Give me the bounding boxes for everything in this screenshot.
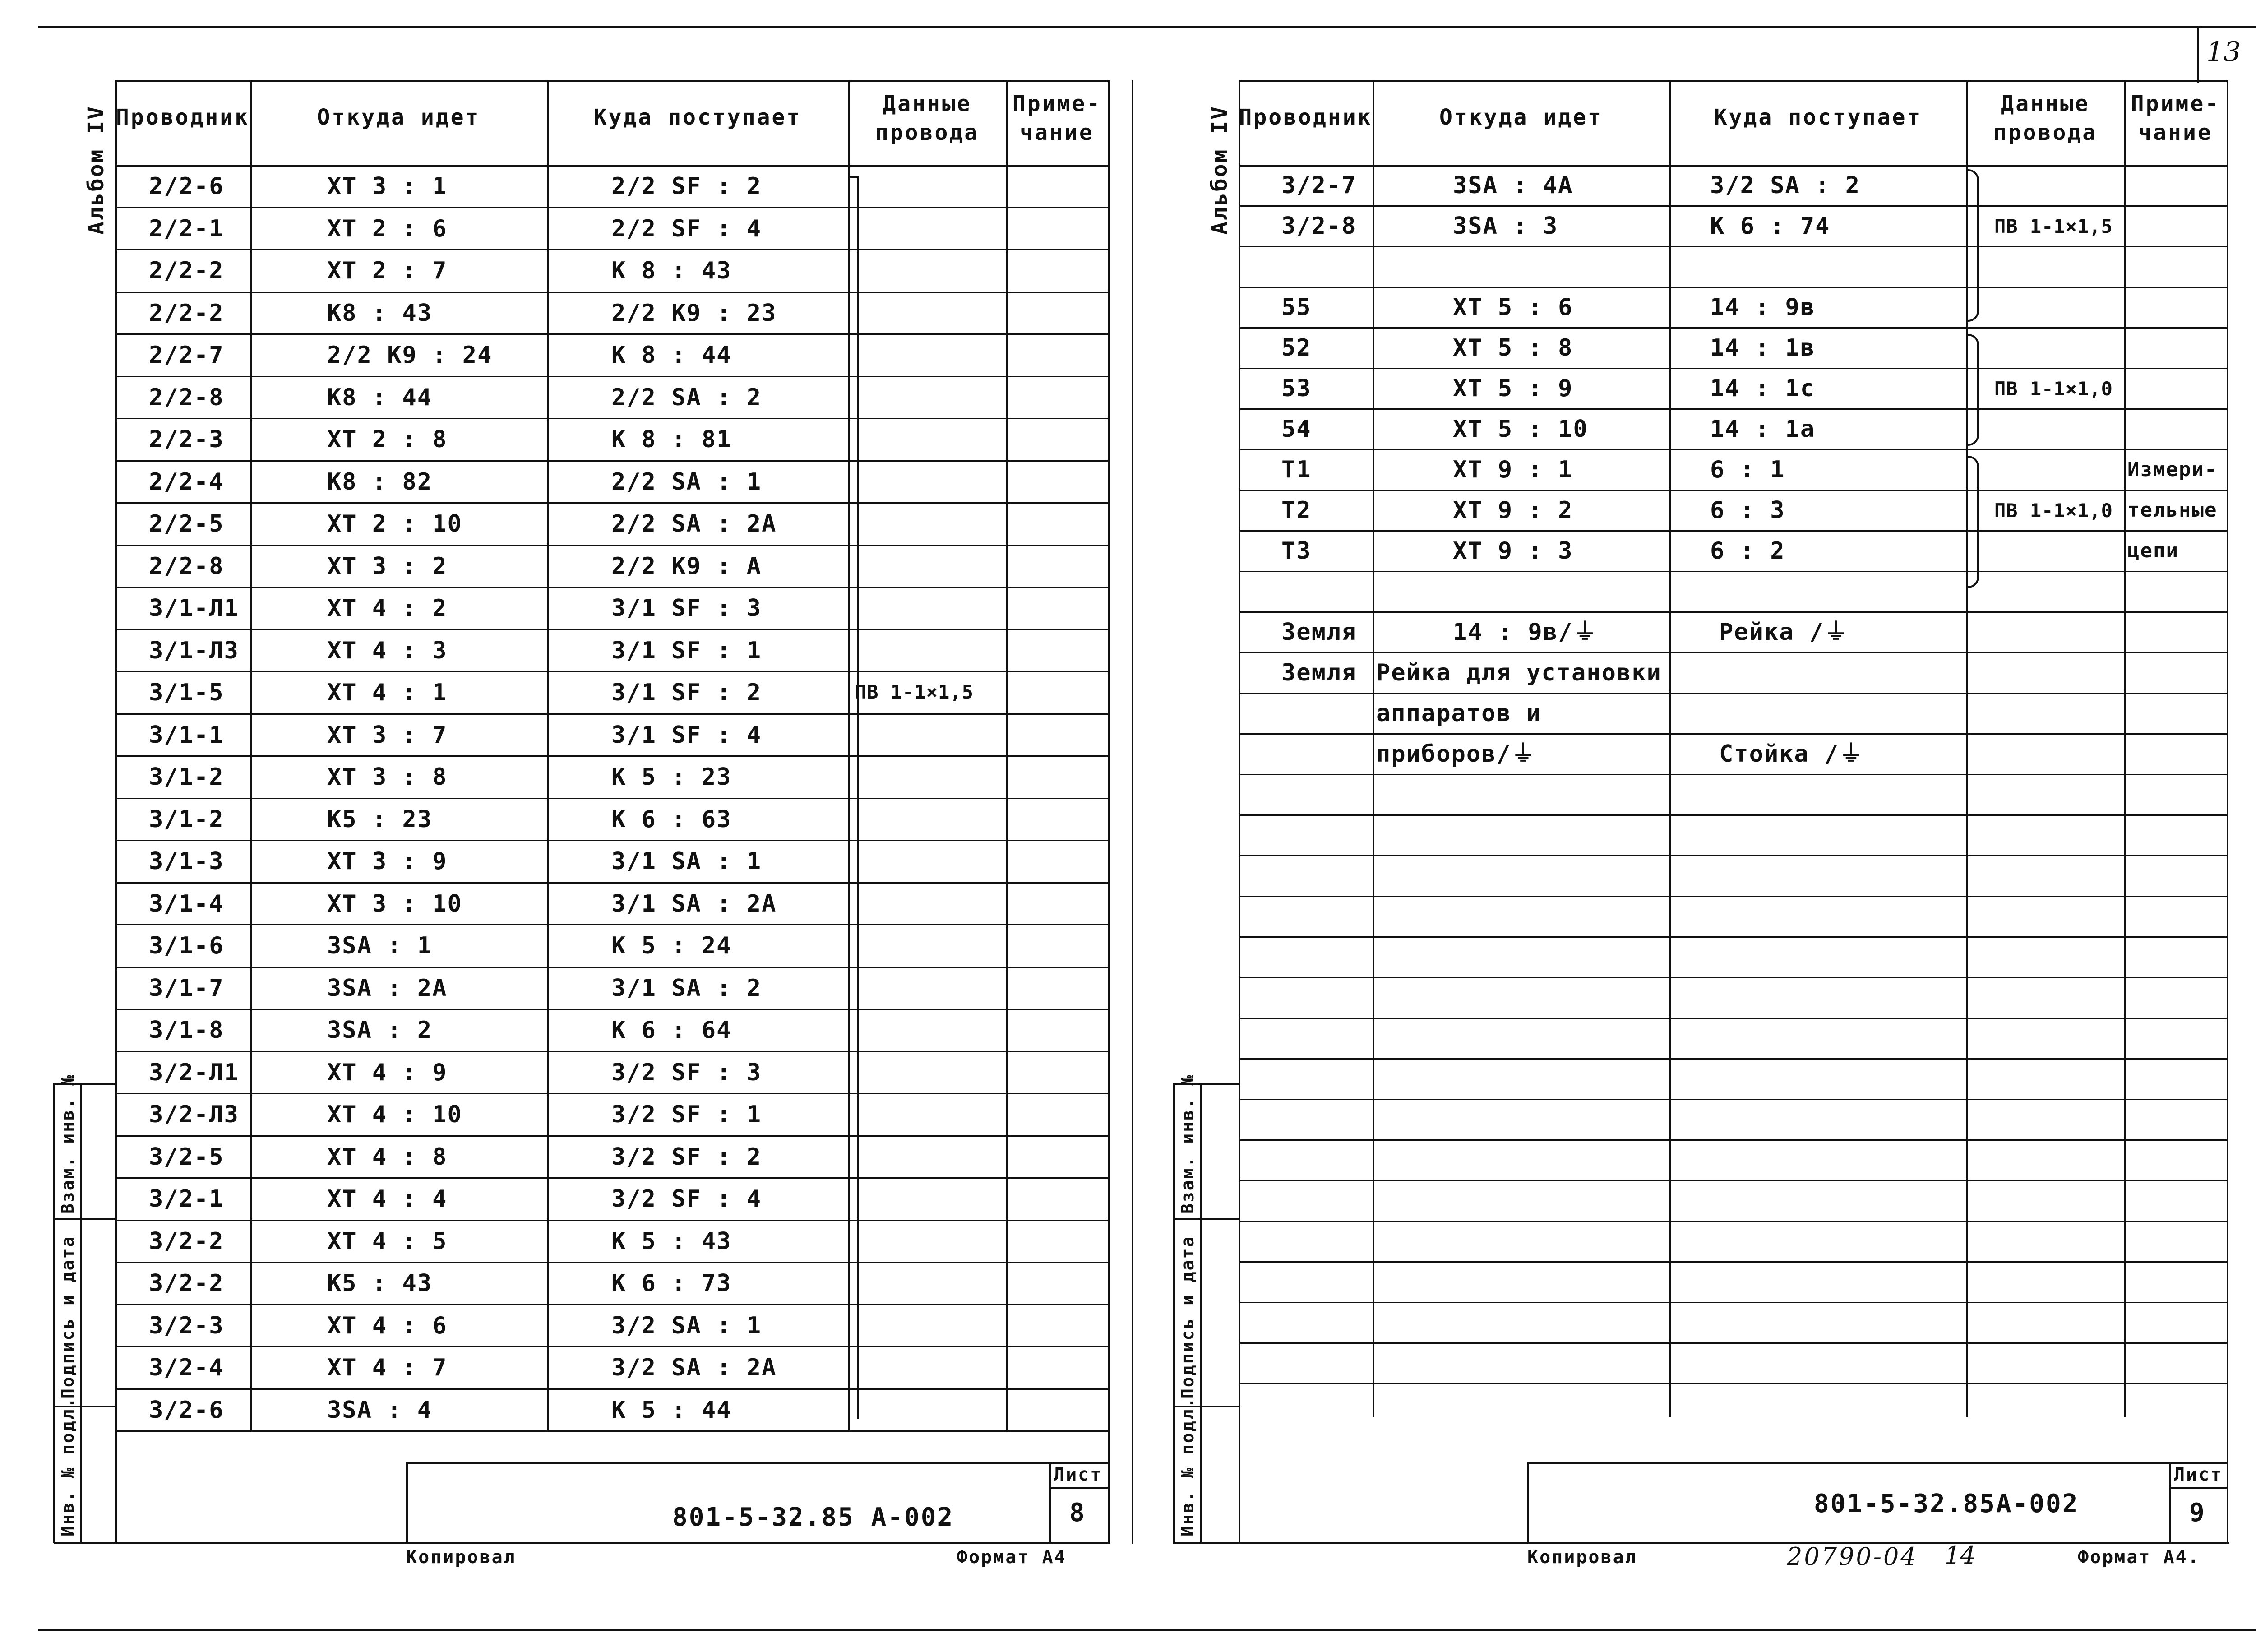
row-line — [115, 292, 1110, 293]
title-block-left — [1527, 1462, 1529, 1543]
row-line — [115, 1220, 1110, 1221]
table-cell: К 6 : 74 — [1710, 213, 1831, 240]
table-cell: 3/1 SA : 1 — [611, 848, 762, 875]
table-cell: К8 : 43 — [327, 299, 433, 327]
table-cell: К 8 : 81 — [611, 426, 732, 453]
wire-brace — [1968, 334, 1979, 446]
table-cell: К 5 : 23 — [611, 764, 732, 791]
table-cell: ХТ 4 : 9 — [327, 1059, 448, 1086]
table-cell: 3/2-2 — [149, 1270, 224, 1297]
row-line — [115, 1346, 1110, 1347]
row-line — [1239, 693, 2228, 694]
table-cell: К5 : 43 — [327, 1270, 433, 1297]
table-cell: 6 : 3 — [1710, 497, 1785, 524]
table-cell: 2/2-1 — [149, 215, 224, 242]
table-bottom — [115, 1430, 1110, 1432]
album-label: Альбом IV — [83, 105, 109, 235]
table-cell: 3/1 SF : 2 — [611, 679, 762, 706]
table-cell: ХТ 3 : 2 — [327, 552, 448, 580]
table-cell: ХТ 2 : 10 — [327, 510, 462, 537]
column-header — [1966, 89, 2124, 147]
table-cell: К 6 : 63 — [611, 805, 732, 833]
column-header-line: чание — [1020, 120, 1094, 145]
row-line — [1239, 896, 2228, 897]
row-line — [1239, 408, 2228, 410]
row-line — [115, 502, 1110, 504]
side-stamp-label: Взам. инв. № — [58, 1074, 78, 1214]
row-line — [1239, 814, 2228, 816]
table-cell: ХТ 2 : 7 — [327, 257, 448, 284]
copied-label: Копировал — [406, 1547, 516, 1568]
row-line — [1239, 733, 2228, 735]
table-cell: Стойка /⏚ — [1719, 740, 1864, 768]
table-cell: 3/1 SF : 1 — [611, 637, 762, 664]
column-header-line: Приме- — [1012, 91, 1102, 116]
table-cell: приборов/⏚ — [1376, 740, 1536, 768]
table-cell: ПВ 1-1×1,0 — [1994, 500, 2113, 522]
table-cell: 14 : 1а — [1710, 416, 1816, 443]
table-cell: 52 — [1281, 334, 1312, 361]
row-line — [1239, 1018, 2228, 1019]
row-line — [1239, 977, 2228, 978]
column-header — [2124, 89, 2227, 147]
table-cell: К8 : 82 — [327, 468, 433, 495]
table-cell: К 5 : 44 — [611, 1396, 732, 1424]
copied-label: Копировал — [1527, 1547, 1637, 1568]
table-cell: 2/2 SA : 2 — [611, 384, 762, 411]
table-cell: 2/2 К9 : 24 — [327, 342, 493, 369]
header-bottom — [1239, 165, 2228, 167]
table-cell: 14 : 9в/⏚ — [1453, 619, 1598, 646]
row-line — [115, 798, 1110, 799]
row-line — [115, 840, 1110, 841]
top-border — [38, 26, 2256, 28]
table-cell: ХТ 9 : 1 — [1453, 456, 1573, 483]
table-cell: тельные — [2127, 499, 2218, 522]
table-cell: 3/1-4 — [149, 890, 224, 917]
table-cell: ХТ 3 : 8 — [327, 764, 448, 791]
table-cell: 3/2-1 — [149, 1185, 224, 1212]
row-line — [115, 545, 1110, 546]
table-cell: 2/2-2 — [149, 257, 224, 284]
row-line — [115, 755, 1110, 757]
table-cell: 3SA : 3 — [1453, 213, 1558, 240]
table-cell: 3/2-5 — [149, 1143, 224, 1171]
row-line — [115, 1262, 1110, 1263]
column-header-line: Куда поступает — [593, 105, 802, 130]
table-left-edge — [115, 80, 117, 1543]
header-bottom — [115, 165, 1110, 167]
table-cell: 3/1 SA : 2А — [611, 890, 777, 917]
title-block-left — [406, 1462, 408, 1543]
column-header-line: чание — [2138, 120, 2213, 145]
side-stamp-label: Взам. инв. № — [1178, 1074, 1197, 1214]
table-cell: ХТ 3 : 10 — [327, 890, 462, 917]
table-cell: ХТ 5 : 6 — [1453, 294, 1573, 321]
table-cell: 55 — [1281, 294, 1312, 321]
table-cell: ХТ 4 : 5 — [327, 1227, 448, 1255]
table-cell: 3/2-3 — [149, 1312, 224, 1339]
frame-bottom — [54, 1542, 1110, 1544]
table-cell: ХТ 4 : 1 — [327, 679, 448, 706]
row-line — [115, 1304, 1110, 1305]
table-cell: 3/2 SA : 1 — [611, 1312, 762, 1339]
row-line — [115, 587, 1110, 588]
row-line — [1239, 246, 2228, 247]
row-line — [1239, 1099, 2228, 1100]
table-right-edge — [2227, 80, 2228, 1543]
wire-brace — [1968, 456, 1979, 588]
title-block-top — [1527, 1462, 2227, 1464]
table-cell: 3/2-2 — [149, 1227, 224, 1255]
copier-signature — [510, 1547, 514, 1570]
table-cell: 3/1-Л3 — [149, 637, 239, 664]
album-label: Альбом IV — [1207, 105, 1232, 235]
row-line — [115, 376, 1110, 377]
row-line — [1239, 1302, 2228, 1303]
row-line — [1239, 327, 2228, 329]
row-line — [1239, 368, 2228, 369]
table-cell: ХТ 2 : 6 — [327, 215, 448, 242]
column-header-line: Проводник — [116, 105, 250, 130]
table-cell: ХТ 9 : 2 — [1453, 497, 1573, 524]
table-cell: 3/2 SF : 1 — [611, 1101, 762, 1128]
table-cell: 3/1-6 — [149, 932, 224, 959]
sheet-number: 9 — [2189, 1498, 2206, 1527]
row-line — [115, 671, 1110, 672]
table-cell: 3/2 SF : 4 — [611, 1185, 762, 1212]
table-cell: 2/2-7 — [149, 342, 224, 369]
table-cell: 3SA : 2 — [327, 1017, 433, 1044]
table-cell: 2/2 К9 : А — [611, 552, 762, 580]
side-stamp-outer — [53, 1083, 55, 1543]
table-cell: 2/2 SA : 1 — [611, 468, 762, 495]
row-line — [115, 1177, 1110, 1179]
table-cell: 14 : 9в — [1710, 294, 1816, 321]
side-stamp-inner — [1200, 1083, 1202, 1543]
table-cell: 3/1-Л1 — [149, 595, 239, 622]
row-line — [115, 460, 1110, 462]
format-label: Формат А4 — [957, 1547, 1067, 1568]
table-cell: К 6 : 73 — [611, 1270, 732, 1297]
table-cell: Земля — [1281, 619, 1357, 646]
table-cell: 3/1-8 — [149, 1017, 224, 1044]
table-cell: цепи — [2127, 539, 2179, 562]
row-line — [1239, 571, 2228, 572]
table-cell: ХТ 4 : 10 — [327, 1101, 462, 1128]
table-cell: К8 : 44 — [327, 384, 433, 411]
title-block-sheet-div — [2169, 1462, 2171, 1543]
column-header — [1006, 89, 1108, 147]
column-header — [848, 89, 1006, 147]
column-header-line: Откуда идет — [1439, 105, 1603, 130]
table-cell: 2/2-6 — [149, 173, 224, 200]
table-cell: 3/2-7 — [1281, 172, 1357, 199]
table-cell: К 5 : 43 — [611, 1227, 732, 1255]
table-cell: К5 : 23 — [327, 805, 433, 833]
column-header-line: Куда поступает — [1714, 105, 1922, 130]
table-cell: ПВ 1-1×1,5 — [1994, 215, 2113, 237]
table-cell: Измери- — [2127, 458, 2218, 481]
table-left-edge — [1239, 80, 1240, 1543]
column-header — [547, 103, 848, 132]
row-line — [115, 418, 1110, 419]
table-cell: 3/1-2 — [149, 764, 224, 791]
side-stamp-outer — [1173, 1083, 1175, 1543]
table-right-edge — [1108, 80, 1110, 1543]
row-line — [115, 249, 1110, 250]
row-line — [115, 924, 1110, 925]
row-line — [115, 1135, 1110, 1137]
side-stamp-div1 — [1173, 1218, 1239, 1220]
column-header — [115, 103, 250, 132]
column-header-line: Данные — [883, 91, 972, 116]
row-line — [115, 1051, 1110, 1052]
table-cell: 14 : 1с — [1710, 375, 1816, 402]
table-top — [1239, 80, 2228, 82]
table-cell: 3/2 SA : 2 — [1710, 172, 1861, 199]
table-cell: Т2 — [1281, 497, 1312, 524]
table-cell: К 6 : 64 — [611, 1017, 732, 1044]
column-header — [250, 103, 547, 132]
table-cell: Рейка для установки — [1376, 659, 1662, 686]
table-cell: Земля — [1281, 659, 1357, 686]
wire-brace — [1968, 169, 1979, 322]
row-line — [115, 1009, 1110, 1010]
order-number: 20790-04 — [1787, 1542, 1918, 1571]
order-suffix: 14 — [1945, 1541, 1976, 1569]
frame-bottom — [1173, 1542, 2229, 1544]
column-divider — [2124, 80, 2126, 1417]
column-header-line: Проводник — [1239, 105, 1373, 130]
table-cell: 3SA : 4А — [1453, 172, 1573, 199]
table-cell: 6 : 1 — [1710, 456, 1785, 483]
column-header — [1373, 103, 1669, 132]
row-line — [115, 967, 1110, 968]
table-cell: 2/2-8 — [149, 552, 224, 580]
row-line — [1239, 855, 2228, 856]
title-block-sheet-div — [1049, 1462, 1051, 1543]
table-cell: 3SA : 2А — [327, 974, 448, 1002]
table-cell: Рейка /⏚ — [1719, 619, 1849, 646]
table-cell: ХТ 4 : 4 — [327, 1185, 448, 1212]
side-stamp-label: Подпись и дата — [58, 1235, 78, 1399]
row-line — [115, 1093, 1110, 1094]
table-cell: ПВ 1-1×1,0 — [1994, 378, 2113, 400]
sheet-number: 8 — [1069, 1498, 1086, 1527]
table-cell: аппаратов и — [1376, 700, 1542, 727]
table-cell: ХТ 4 : 3 — [327, 637, 448, 664]
row-line — [1239, 1058, 2228, 1060]
row-line — [115, 1388, 1110, 1390]
side-stamp-label: Инв. № подл. — [1178, 1396, 1197, 1536]
column-header — [1669, 103, 1966, 132]
sheet-label-line — [1049, 1487, 1108, 1489]
side-stamp-inner — [80, 1083, 82, 1543]
table-cell: К 5 : 24 — [611, 932, 732, 959]
document-code: 801-5-32.85А-002 — [1814, 1489, 2079, 1518]
table-cell: ХТ 3 : 1 — [327, 173, 448, 200]
table-cell: ХТ 3 : 7 — [327, 721, 448, 749]
table-cell: ХТ 5 : 10 — [1453, 416, 1588, 443]
table-cell: 3/2 SF : 2 — [611, 1143, 762, 1171]
table-cell: 3/2-Л3 — [149, 1101, 239, 1128]
table-top — [115, 80, 1110, 82]
sheet-separator — [1132, 80, 1133, 1544]
table-cell: ХТ 5 : 8 — [1453, 334, 1573, 361]
table-cell: 2/2-8 — [149, 384, 224, 411]
table-cell: 3/2-8 — [1281, 213, 1357, 240]
table-cell: 3/2 SF : 3 — [611, 1059, 762, 1086]
table-cell: ХТ 4 : 2 — [327, 595, 448, 622]
table-cell: 2/2-5 — [149, 510, 224, 537]
table-cell: 6 : 2 — [1710, 537, 1785, 565]
row-line — [1239, 287, 2228, 288]
side-stamp-label: Подпись и дата — [1178, 1235, 1197, 1399]
row-line — [1239, 611, 2228, 613]
table-cell: ХТ 5 : 9 — [1453, 375, 1573, 402]
row-line — [1239, 490, 2228, 491]
table-cell: 2/2-4 — [149, 468, 224, 495]
table-cell: 3/1-5 — [149, 679, 224, 706]
column-header-line: Откуда идет — [317, 105, 481, 130]
wire-data-label: ПВ 1-1×1,5 — [855, 681, 974, 703]
sheet-label: Лист — [2174, 1464, 2223, 1485]
column-header-line: Данные — [2001, 91, 2090, 116]
column-divider — [1373, 80, 1374, 1417]
table-cell: 2/2-2 — [149, 299, 224, 327]
table-cell: 54 — [1281, 416, 1312, 443]
table-cell: 3SA : 4 — [327, 1396, 433, 1424]
table-cell: Т3 — [1281, 537, 1312, 565]
row-line — [1239, 1342, 2228, 1344]
table-cell: 3/1-7 — [149, 974, 224, 1002]
table-cell: 2/2 SF : 4 — [611, 215, 762, 242]
table-cell: Т1 — [1281, 456, 1312, 483]
row-line — [1239, 530, 2228, 532]
table-cell: 3/2-Л1 — [149, 1059, 239, 1086]
table-cell: 3/1-2 — [149, 805, 224, 833]
column-header-line: провода — [1993, 120, 2098, 145]
sheet-label: Лист — [1054, 1464, 1103, 1485]
table-cell: 2/2 SA : 2А — [611, 510, 777, 537]
table-cell: ХТ 4 : 6 — [327, 1312, 448, 1339]
table-cell: 3/1 SF : 3 — [611, 595, 762, 622]
table-cell: 3SA : 1 — [327, 932, 433, 959]
column-divider — [1669, 80, 1671, 1417]
row-line — [115, 629, 1110, 630]
row-line — [115, 882, 1110, 884]
table-cell: 14 : 1в — [1710, 334, 1816, 361]
page-number-box — [2197, 26, 2199, 83]
table-cell: 3/1-3 — [149, 848, 224, 875]
row-line — [1239, 1261, 2228, 1263]
wire-brace — [849, 176, 859, 1419]
table-cell: 3/1-1 — [149, 721, 224, 749]
row-line — [1239, 936, 2228, 938]
row-line — [1239, 1139, 2228, 1141]
table-cell: ХТ 4 : 8 — [327, 1143, 448, 1171]
document-code: 801-5-32.85 А-002 — [672, 1503, 954, 1532]
row-line — [115, 207, 1110, 208]
row-line — [115, 713, 1110, 715]
column-header — [1239, 103, 1373, 132]
table-cell: К 8 : 44 — [611, 342, 732, 369]
table-cell: 3/1 SF : 4 — [611, 721, 762, 749]
table-cell: 3/2-6 — [149, 1396, 224, 1424]
row-line — [1239, 652, 2228, 653]
table-cell: ХТ 4 : 7 — [327, 1354, 448, 1381]
side-stamp-label: Инв. № подл. — [58, 1396, 78, 1536]
row-line — [1239, 205, 2228, 207]
row-line — [1239, 449, 2228, 450]
bottom-border — [38, 1629, 2256, 1631]
column-header-line: Приме- — [2131, 91, 2220, 116]
table-cell: 2/2 К9 : 23 — [611, 299, 777, 327]
table-cell: 2/2-3 — [149, 426, 224, 453]
row-line — [1239, 774, 2228, 775]
sheet-label-line — [2169, 1487, 2228, 1489]
title-block-top — [406, 1462, 1108, 1464]
side-stamp-div1 — [53, 1218, 116, 1220]
row-line — [1239, 1180, 2228, 1181]
row-line — [1239, 1383, 2228, 1384]
column-header-line: провода — [875, 120, 980, 145]
page-number: 13 — [2206, 36, 2241, 68]
table-cell: К 8 : 43 — [611, 257, 732, 284]
table-cell: 2/2 SF : 2 — [611, 173, 762, 200]
row-line — [1239, 1221, 2228, 1222]
table-cell: 53 — [1281, 375, 1312, 402]
table-cell: ХТ 3 : 9 — [327, 848, 448, 875]
table-cell: 3/2 SA : 2А — [611, 1354, 777, 1381]
row-line — [115, 333, 1110, 335]
table-cell: 3/1 SA : 2 — [611, 974, 762, 1002]
table-cell: ХТ 2 : 8 — [327, 426, 448, 453]
table-cell: 3/2-4 — [149, 1354, 224, 1381]
table-cell: ХТ 9 : 3 — [1453, 537, 1573, 565]
format-label: Формат А4. — [2078, 1547, 2200, 1568]
